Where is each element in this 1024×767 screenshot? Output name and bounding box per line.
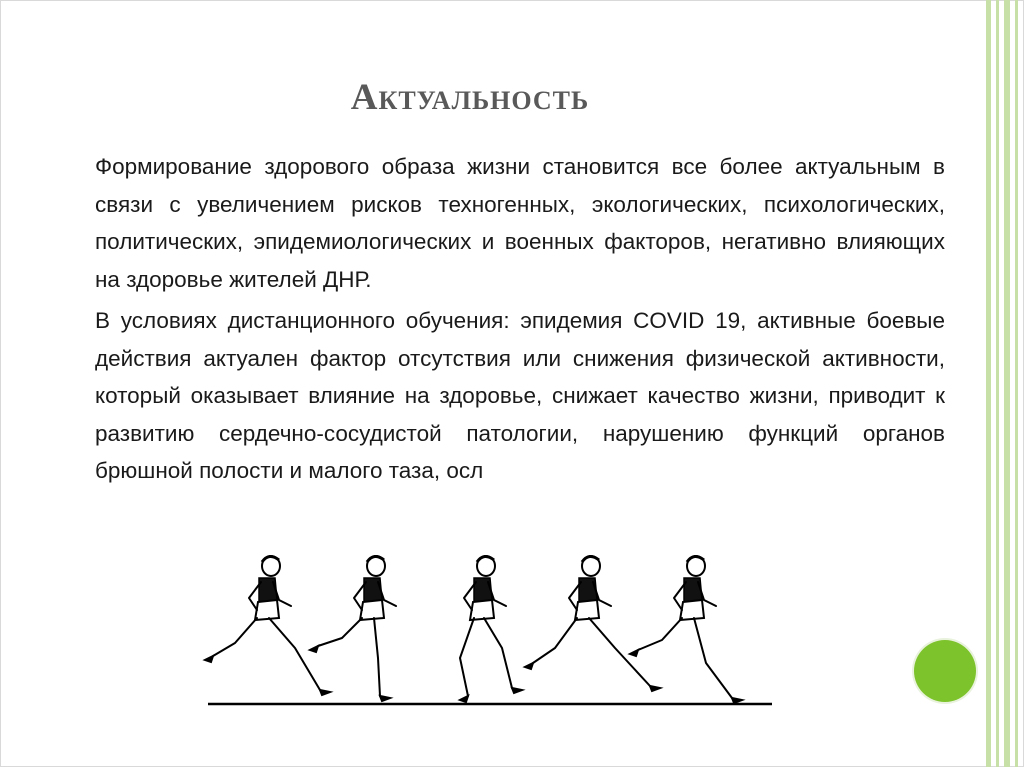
slide-body [95, 148, 945, 494]
runner-figure [310, 556, 396, 701]
runner-figure [460, 556, 522, 702]
runner-figure [525, 556, 660, 691]
paragraph-1: Формирование здорового образа жизни становится все более актуальным в связи с увеличением рисков техногенных, экологических, психологических, политических, эпидемиологических и военных факторов, негативно влияющих на здоровье жителей ДНР. [95, 154, 945, 292]
runner-figure [205, 556, 330, 695]
runner-figure [630, 556, 742, 703]
running-athletes-illustration [200, 548, 780, 716]
running-athletes-icon [200, 548, 780, 716]
slide-title: Актуальность [350, 77, 590, 118]
decorative-stripes [984, 0, 1024, 767]
paragraph-2: В условиях дистанционного обучения: эпидемия COVID 19, активные боевые действия актуален фактор отсутствия или снижения физической активности, который оказывает влияние на здоровье, снижает качество жизни, приводит к развитию сердечно-сосудистой патологии, нарушению функций органов брюшной полости и малого таза, осл [95, 308, 945, 483]
green-circle-decoration [914, 640, 976, 702]
